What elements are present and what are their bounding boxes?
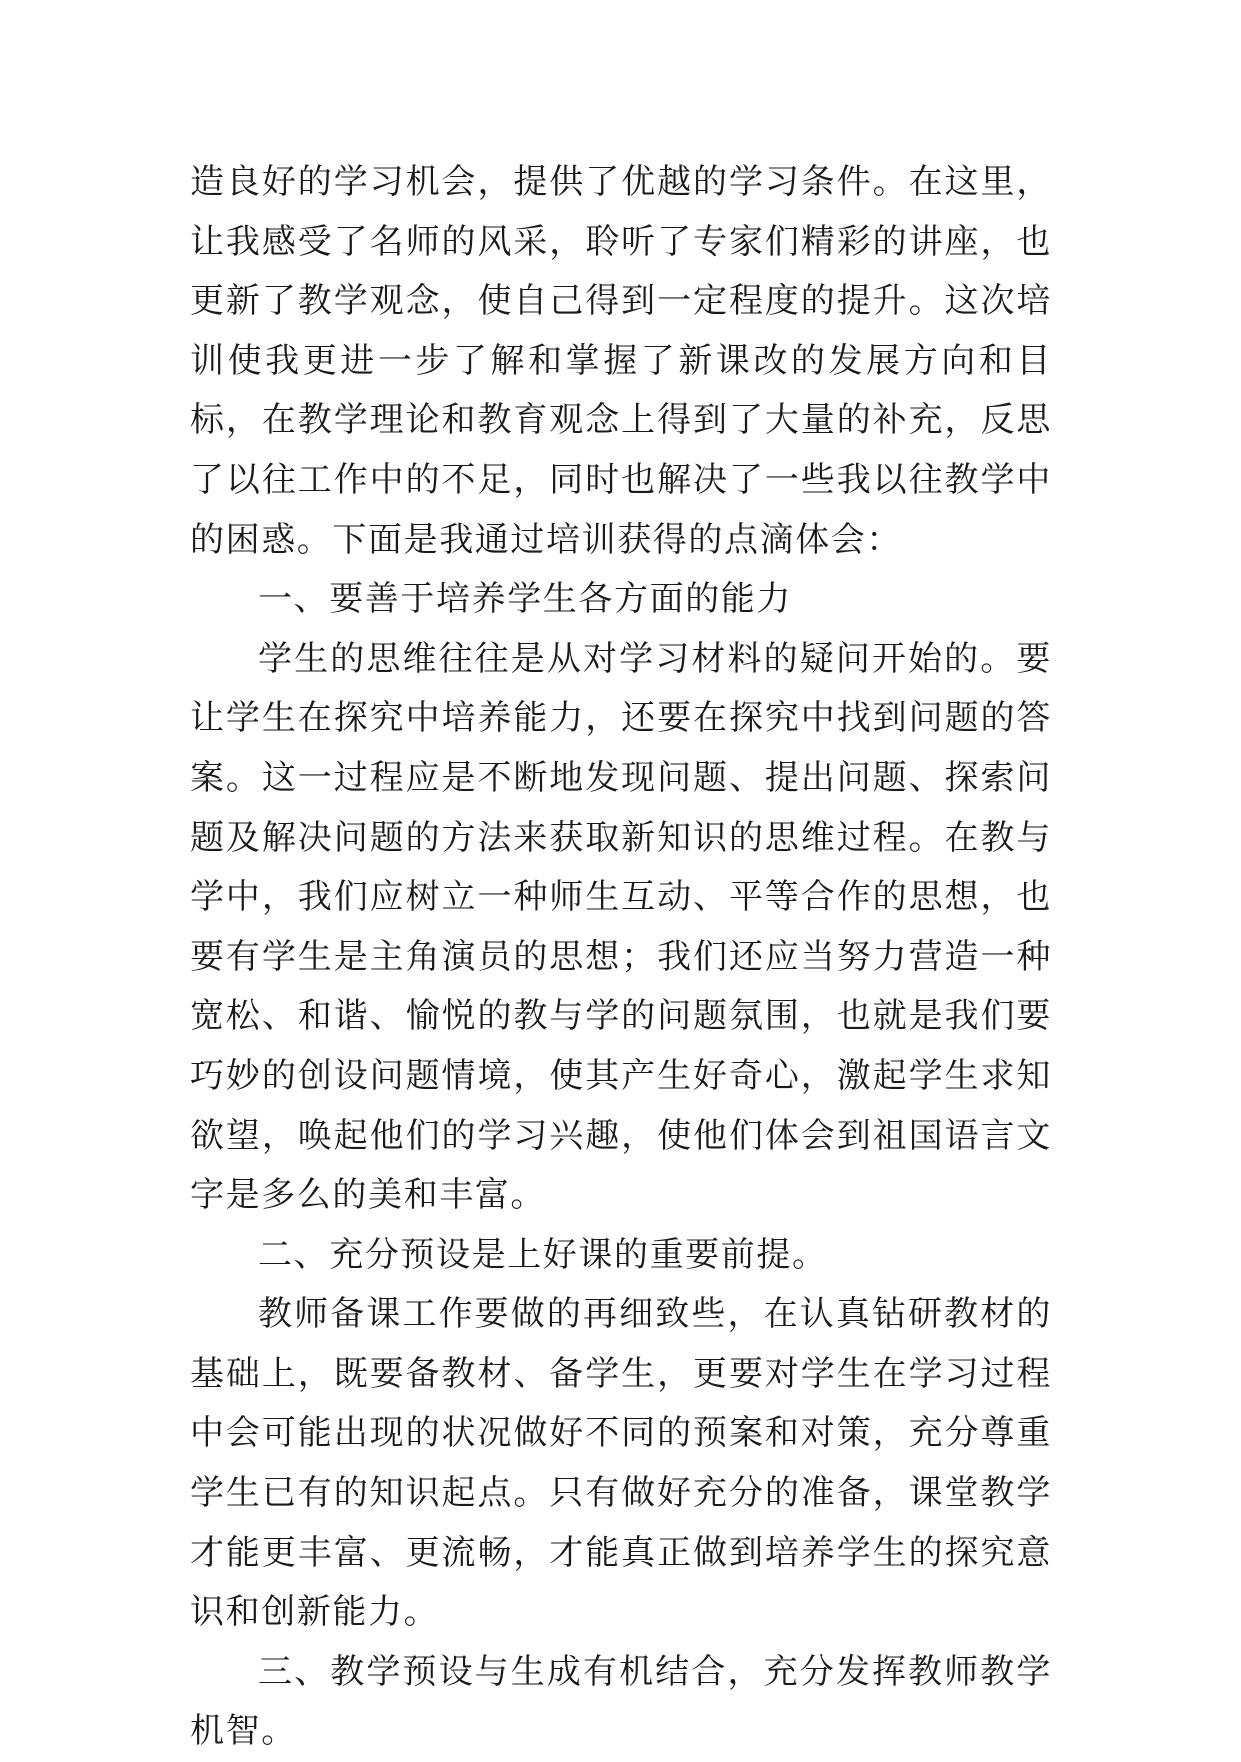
section-heading-1: 一、要善于培养学生各方面的能力 xyxy=(258,579,792,620)
paragraph-section-1: 学生的思维往往是从对学习材料的疑问开始的。要让学生在探究中培养能力，还要在探究中找到问题的答案。这一过程应是不断地发现问题、提出问题、探索问题及解决问题的方法来获取新知识的思维过程。在教与学中，我们应树立一种师生互动、平等合作的思想，也要有学生是主角演员的思想；我们还应当努力营造一种宽松、和谐、愉悦的教与学的问题氛围，也就是我们要巧妙的创设问题情境，使其产生好奇心，激起学生求知欲望，唤起他们的学习兴趣，使他们体会到祖国语言文字是多么的美和丰富。 xyxy=(190,638,1052,1216)
paragraph-section-2: 教师备课工作要做的再细致些，在认真钻研教材的基础上，既要备教材、备学生，更要对学生在学习过程中会可能出现的状况做好不同的预案和对策，充分尊重学生已有的知识起点。只有做好充分的准备，课堂教学才能更丰富、更流畅，才能真正做到培养学生的探究意识和创新能力。 xyxy=(190,1294,1052,1633)
document-body xyxy=(190,153,1052,1762)
section-heading-3: 三、教学预设与生成有机结合，充分发挥教师教学机智。 xyxy=(190,1651,1052,1752)
paragraph-intro-continuation: 造良好的学习机会，提供了优越的学习条件。在这里，让我感受了名师的风采，聆听了专家们精彩的讲座，也更新了教学观念，使自己得到一定程度的提升。这次培训使我更进一步了解和掌握了新课改的发展方向和目标，在教学理论和教育观念上得到了大量的补充，反思了以往工作中的不足，同时也解决了一些我以往教学中的困惑。下面是我通过培训获得的点滴体会： xyxy=(190,162,1052,560)
section-heading-2: 二、充分预设是上好课的重要前提。 xyxy=(258,1234,828,1275)
